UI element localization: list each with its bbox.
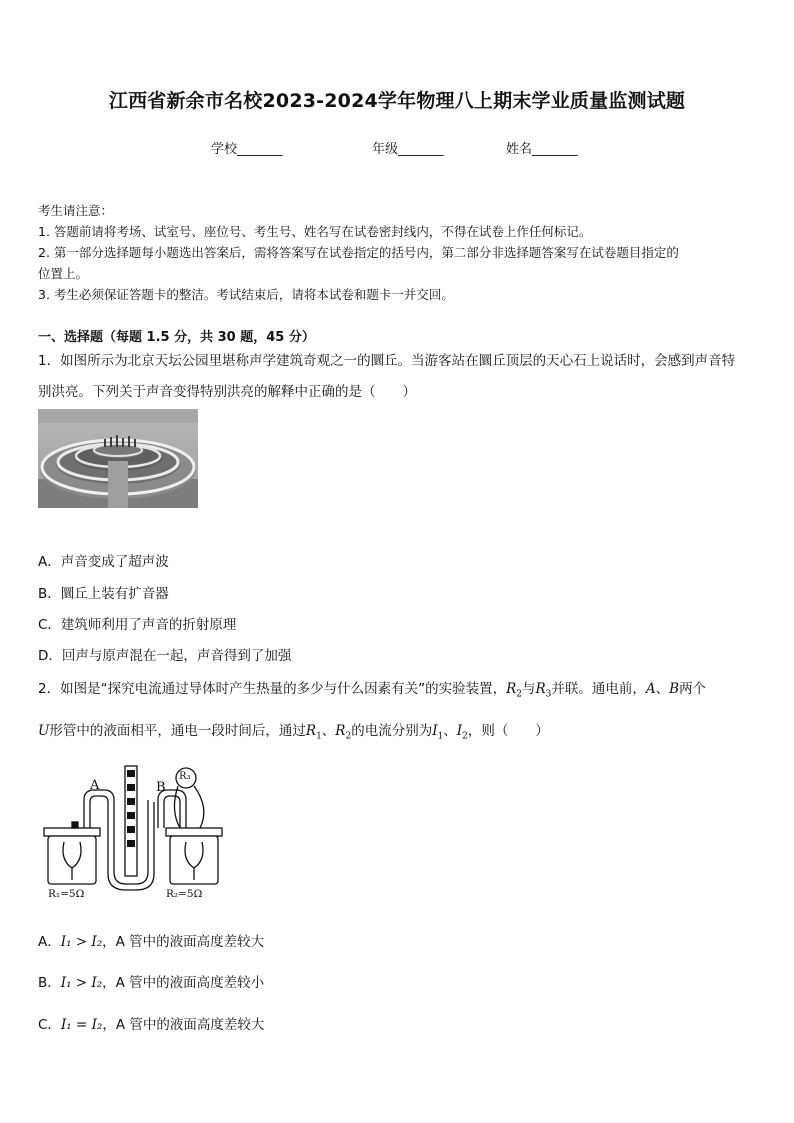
notice-item-1: 1. 答题前请将考场、试室号、座位号、考生号、姓名写在试卷密封线内，不得在试卷上作任何标记。 [38, 224, 592, 239]
notice-heading: 考生请注意： [38, 203, 114, 218]
b-letter: B [669, 681, 680, 697]
q1-option-d: D．回声与原声混在一起，声音得到了加强 [38, 648, 292, 664]
page-title: 江西省新余市名校2023-2024学年物理八上期末学业质量监测试题 [108, 90, 686, 112]
question-1-line-2: 别洪亮。下列关于声音变得特别洪亮的解释中正确的是（ ） [38, 384, 416, 400]
label-a: A [90, 778, 100, 793]
question-1-line-1: 1．如图所示为北京天坛公园里堪称声学建筑奇观之一的圜丘。当游客站在圜丘顶层的天心石上说话时，会感到声音特 [38, 353, 736, 369]
school-field: 学校_______ [211, 142, 283, 157]
q2-text-seg: 并联。通电前， [551, 681, 646, 697]
q2-text-seg: 、 [321, 723, 336, 739]
circular-mound-photo [38, 409, 198, 508]
q2-text-seg: 与 [521, 681, 536, 697]
i1-symbol: $I_1$ [432, 723, 444, 742]
r1-symbol: $R_1$ [305, 723, 322, 742]
a-letter: A [645, 681, 656, 697]
u-tube-apparatus-diagram [40, 760, 230, 908]
notice-item-2-cont: 位置上。 [38, 266, 89, 281]
u-letter: U [38, 723, 50, 739]
q2-option-b: B．I₁ > I₂，A 管中的液面高度差较小 [38, 975, 265, 991]
q2-text-seg: 、 [443, 723, 457, 739]
notice-item-2: 2. 第一部分选择题每小题选出答案后，需将答案写在试卷指定的括号内，第二部分非选择题答案写在试卷题目指定的 [38, 245, 679, 260]
label-r1: R₁=5Ω [48, 888, 85, 900]
label-b: B [156, 780, 166, 795]
name-field: 姓名_______ [506, 142, 578, 157]
q1-option-a: A．声音变成了超声波 [38, 554, 169, 570]
question-2-line-2 [38, 716, 763, 753]
r2-symbol: $R_2$ [506, 681, 522, 700]
q2-text-seg: 、 [655, 681, 670, 697]
q2-text-seg: 两个 [679, 681, 707, 697]
notice-item-3: 3. 考生必须保证答题卡的整洁。考试结束后，请将本试卷和题卡一并交回。 [38, 287, 454, 302]
section-heading: 一、选择题（每题 1.5 分，共 30 题，45 分） [38, 330, 315, 345]
q1-option-b: B．圜丘上装有扩音器 [38, 586, 169, 602]
q2-text-seg: 2．如图是“探究电流通过导体时产生热量的多少与什么因素有关”的实验装置， [38, 681, 507, 697]
q1-option-c: C．建筑师利用了声音的折射原理 [38, 617, 237, 633]
i2-symbol: $I_2$ [456, 723, 468, 742]
question-2-line-1 [38, 674, 763, 711]
q2-text-seg: ，则（ ） [467, 723, 549, 739]
r3-symbol: $R_3$ [535, 681, 552, 700]
grade-field: 年级_______ [372, 142, 444, 157]
label-r2: R₂=5Ω [166, 888, 203, 900]
label-r3: R₃ [179, 771, 191, 782]
q2-text-seg: 的电流分别为 [351, 723, 433, 739]
q2-text-seg: 形管中的液面相平，通电一段时间后，通过 [49, 723, 306, 739]
r2-symbol: $R_2$ [335, 723, 352, 742]
q2-option-a: A．I₁ > I₂，A 管中的液面高度差较大 [38, 934, 265, 950]
q2-option-c: C．I₁ = I₂，A 管中的液面高度差较大 [38, 1017, 265, 1033]
